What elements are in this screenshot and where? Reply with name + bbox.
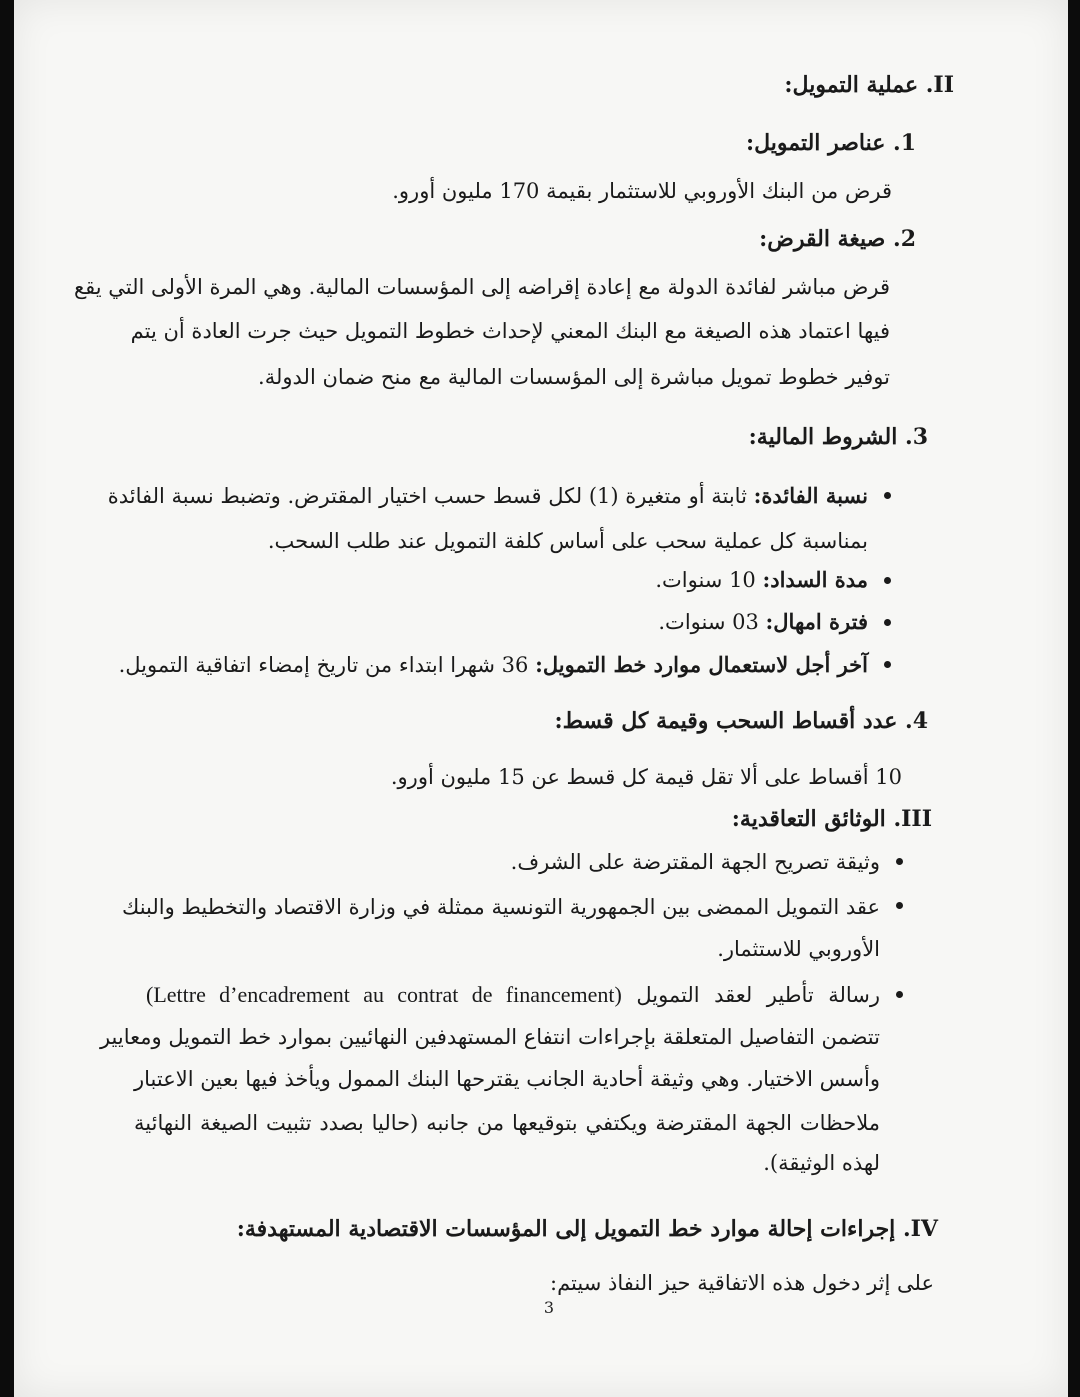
bullet-dot — [884, 577, 891, 584]
bullet-interest-rate — [108, 481, 868, 511]
doc-item-3-line-3: وأسس الاختيار. وهي وثيقة أحادية الجانب يقترحها البنك الممول ويأخذ فيها بعين الاعتبار — [134, 1067, 880, 1091]
bullet-dot — [884, 492, 891, 499]
bullet-grace-period — [658, 607, 868, 637]
doc-item-2-line-1: عقد التمويل الممضى بين الجمهورية التونسية ممثلة في وزارة الاقتصاد والتخطيط والبنك — [122, 895, 880, 919]
bullet-dot — [896, 902, 903, 909]
deadline-label: آخر أجل لاستعمال موارد خط التمويل: — [535, 652, 868, 677]
interest-rate-label: نسبة الفائدة: — [753, 483, 868, 508]
subsection-1-heading: 1. عناصر التمويل: — [745, 130, 916, 156]
section-4-text: على إثر دخول هذه الاتفاقية حيز النفاذ سيتم: — [550, 1271, 934, 1295]
deadline-text: 36 شهرا ابتداء من تاريخ إمضاء اتفاقية التمويل. — [118, 653, 529, 677]
bullet-dot — [896, 991, 903, 998]
bullet-dot — [896, 858, 903, 865]
subsection-1-text: قرض من البنك الأوروبي للاستثمار بقيمة 170 مليون أورو. — [392, 179, 892, 203]
repayment-period-label: مدة السداد: — [762, 567, 868, 592]
bullet-repayment-period — [655, 565, 868, 595]
subsection-2-line-1: قرض مباشر لفائدة الدولة مع إعادة إقراضه إلى المؤسسات المالية. وهي المرة الأولى التي يقع — [73, 275, 890, 299]
doc-item-3-line-2: تتضمن التفاصيل المتعلقة بإجراءات انتفاع المستهدفين النهائيين بموارد خط التمويل ومعايير — [99, 1025, 880, 1049]
section-3-heading: III. الوثائق التعاقدية: — [731, 806, 932, 832]
bullet-deadline — [119, 650, 868, 680]
document-page — [14, 0, 1068, 1397]
grace-period-text: 03 سنوات. — [658, 610, 759, 634]
subsection-2-heading: 2. صيغة القرض: — [759, 226, 916, 252]
framework-letter-fr: (Lettre d’encadrement au contrat de financement) — [146, 982, 622, 1007]
doc-item-3-line-1 — [146, 980, 880, 1010]
doc-item-3-line-4: ملاحظات الجهة المقترضة ويكتفي بتوقيعها من جانبه (حاليا بصدد تثبيت الصيغة النهائية — [134, 1111, 880, 1135]
bullet-dot — [884, 661, 891, 668]
framework-letter-ar: رسالة تأطير لعقد التمويل — [636, 983, 880, 1007]
subsection-4-text: 10 أقساط على ألا تقل قيمة كل قسط عن 15 مليون أورو. — [390, 765, 902, 789]
subsection-4-heading: 4. عدد أقساط السحب وقيمة كل قسط: — [554, 708, 928, 734]
bullet-interest-rate-cont: بمناسبة كل عملية سحب على أساس كلفة التمويل عند طلب السحب. — [267, 529, 868, 553]
doc-item-1: وثيقة تصريح الجهة المقترضة على الشرف. — [510, 850, 880, 874]
repayment-period-text: 10 سنوات. — [655, 568, 756, 592]
doc-item-2-line-2: الأوروبي للاستثمار. — [717, 937, 880, 961]
doc-item-3-line-5: لهذه الوثيقة). — [763, 1151, 880, 1175]
section-4-heading: IV. إجراءات إحالة موارد خط التمويل إلى المؤسسات الاقتصادية المستهدفة: — [236, 1216, 938, 1242]
page-number: 3 — [543, 1298, 555, 1317]
section-2-heading: II. عملية التمويل: — [784, 72, 954, 98]
subsection-3-heading: 3. الشروط المالية: — [748, 424, 928, 450]
subsection-2-line-3: توفير خطوط تمويل مباشرة إلى المؤسسات المالية مع منح ضمان الدولة. — [258, 365, 890, 389]
subsection-2-line-2: فيها اعتماد هذه الصيغة مع البنك المعني لإحداث خطوط التمويل حيث جرت العادة أن يتم — [130, 319, 890, 343]
bullet-dot — [884, 619, 891, 626]
grace-period-label: فترة امهال: — [765, 609, 868, 634]
interest-rate-text: ثابتة أو متغيرة (1) لكل قسط حسب اختيار المقترض. وتضبط نسبة الفائدة — [107, 484, 747, 508]
